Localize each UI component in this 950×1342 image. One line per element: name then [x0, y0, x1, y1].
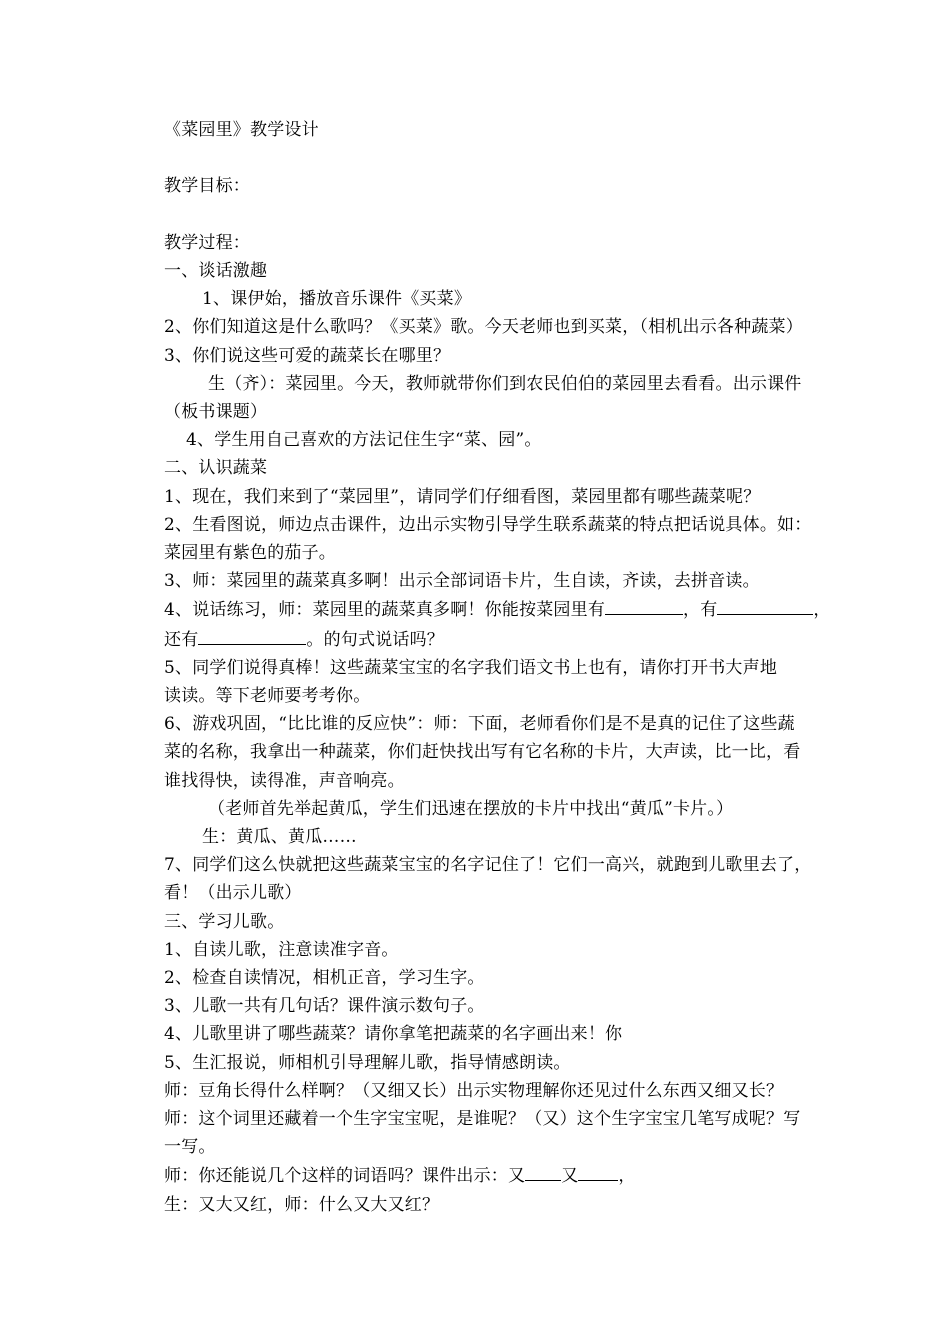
document-body [164, 116, 864, 1219]
section1-item-2: 2、你们知道这是什么歌吗？《买菜》歌。今天老师也到买菜，（相机出示各种蔬菜） [164, 317, 803, 338]
fill-blank [525, 1161, 561, 1181]
section2-item-5: 5、同学们说得真棒！这些蔬菜宝宝的名字我们语文书上也有，请你打开书大声地 [164, 657, 778, 678]
section1-item-4: 4、学生用自己喜欢的方法记住生字“菜、园”。 [186, 430, 542, 451]
section3-dialogue-2: 师：这个词里还藏着一个生字宝宝呢，是谁呢？（又）这个生字宝宝几笔写成呢？写 [164, 1109, 801, 1130]
section3-dialogue-4: 生：又大又红，师：什么又大又红？ [164, 1194, 440, 1215]
section2-item-2-cont: 菜园里有紫色的茄子。 [164, 543, 336, 564]
section2-item-6-cont: 谁找得快，读得准，声音响亮。 [164, 770, 405, 791]
text-fragment: ， [813, 600, 831, 621]
section2-item-4-cont [164, 625, 864, 654]
spacer [164, 201, 864, 229]
fill-blank [717, 595, 813, 615]
section3-item-1: 1、自读儿歌，注意读准字音。 [164, 939, 399, 960]
section2-item-3: 3、师：菜园里的蔬菜真多啊！出示全部词语卡片，生自读，齐读，去拼音读。 [164, 571, 760, 592]
section1-student-reply-cont: （板书课题） [164, 402, 268, 422]
section2-item-6: 6、游戏巩固，“比比谁的反应快”：师：下面，老师看你们是不是真的记住了这些蔬 [164, 714, 795, 735]
section1-student-reply: 生（齐）：菜园里。今天，教师就带你们到农民伯伯的菜园里去看看。出示课件 [208, 373, 802, 394]
section2-item-4 [164, 595, 864, 624]
section3-heading: 三、学习儿歌。 [164, 911, 285, 932]
section3-item-2: 2、检查自读情况，相机正音，学习生字。 [164, 968, 485, 989]
section2-item-2: 2、生看图说，师边点击课件，边出示实物引导学生联系蔬菜的特点把话说具体。如： [164, 514, 812, 535]
section3-dialogue-2-cont: 一写。 [164, 1137, 216, 1158]
section3-dialogue-1: 师：豆角长得什么样啊？（又细又长）出示实物理解你还见过什么东西又细又长？ [164, 1080, 784, 1101]
process-heading: 教学过程： [164, 232, 250, 253]
text-fragment: ， [618, 1166, 636, 1187]
fill-blank [578, 1161, 618, 1181]
section2-teacher-note: （老师首先举起黄瓜，学生们迅速在摆放的卡片中找出“黄瓜”卡片。） [208, 798, 734, 819]
section2-student-reply: 生：黄瓜、黄瓜…… [202, 827, 357, 848]
text-fragment: ，有 [683, 600, 718, 621]
section2-item-7-cont: 看！（出示儿歌） [164, 883, 302, 904]
document-title: 《菜园里》教学设计 [164, 120, 319, 140]
section1-item-1: 1、课伊始，播放音乐课件《买菜》 [202, 289, 472, 310]
spacer [164, 144, 864, 172]
text-fragment: 又 [561, 1166, 579, 1187]
section3-dialogue-3 [164, 1161, 864, 1190]
section1-item-3: 3、你们说这些可爱的蔬菜长在哪里？ [164, 345, 451, 366]
section2-item-1: 1、现在，我们来到了“菜园里”，请同学们仔细看图，菜园里都有哪些蔬菜呢？ [164, 486, 761, 507]
fill-blank [198, 625, 306, 645]
section2-item-7: 7、同学们这么快就把这些蔬菜宝宝的名字记住了！它们一高兴，就跑到儿歌里去了， [164, 855, 812, 876]
objectives-heading: 教学目标： [164, 176, 250, 197]
text-fragment: 4、说话练习，师：菜园里的蔬菜真多啊！你能按菜园里有 [164, 600, 606, 621]
section2-item-6-cont: 菜的名称，我拿出一种蔬菜，你们赶快找出写有它名称的卡片，大声读，比一比，看 [164, 742, 801, 763]
section3-item-5: 5、生汇报说，师相机引导理解儿歌，指导情感朗读。 [164, 1052, 571, 1073]
section2-heading: 二、认识蔬菜 [164, 458, 268, 479]
text-fragment: 。的句式说话吗？ [306, 629, 445, 650]
text-fragment: 还有 [164, 629, 199, 650]
section1-heading: 一、谈话激趣 [164, 260, 268, 281]
section3-item-4: 4、儿歌里讲了哪些蔬菜？请你拿笔把蔬菜的名字画出来！你 [164, 1024, 623, 1045]
fill-blank [605, 595, 683, 615]
section2-item-5-cont: 读读。等下老师要考考你。 [164, 686, 371, 707]
text-fragment: 师：你还能说几个这样的词语吗？课件出示：又 [164, 1166, 526, 1187]
section3-item-3: 3、儿歌一共有几句话？课件演示数句子。 [164, 996, 485, 1017]
